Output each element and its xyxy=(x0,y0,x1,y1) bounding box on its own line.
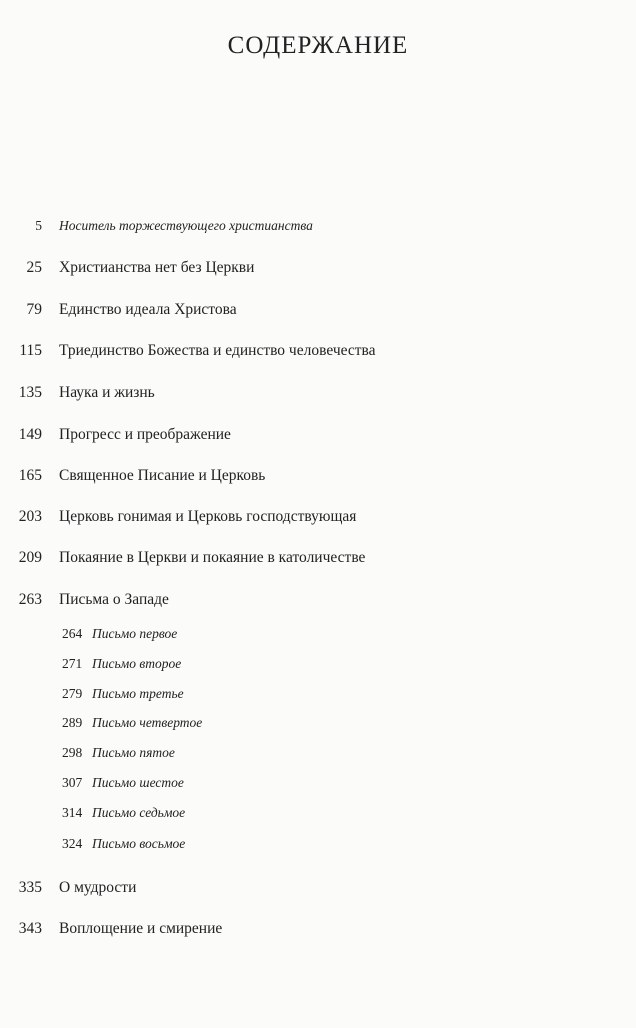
toc-subentry-title: Письмо первое xyxy=(92,626,178,641)
toc-page-number: 165 xyxy=(18,467,42,484)
toc-page-number: 335 xyxy=(18,879,42,896)
page-title: СОДЕРЖАНИЕ xyxy=(227,32,409,59)
toc-entry-title: Триединство Божества и единство человечества xyxy=(59,342,376,359)
toc-entry-title: О мудрости xyxy=(59,879,137,896)
toc-page-number: 271 xyxy=(62,656,83,671)
toc-page-number: 115 xyxy=(19,342,42,359)
toc-page-number: 324 xyxy=(62,836,83,851)
toc-entry-title: Покаяние в Церкви и покаяние в католичестве xyxy=(59,549,366,566)
toc-page-number: 314 xyxy=(62,805,83,820)
toc-entry-title: Воплощение и смирение xyxy=(59,920,223,937)
toc-page-number: 298 xyxy=(62,745,83,760)
toc-entry-title: Единство идеала Христова xyxy=(59,301,237,318)
toc-subentry-title: Письмо восьмое xyxy=(92,836,186,851)
toc-subentry-title: Письмо третье xyxy=(92,686,184,701)
toc-page-number: 289 xyxy=(62,715,83,730)
toc-page-number: 203 xyxy=(18,508,42,525)
toc-entry-title: Наука и жизнь xyxy=(59,384,155,401)
toc-entry-title: Носитель торжествующего христианства xyxy=(59,218,313,233)
toc-page-number: 149 xyxy=(18,426,42,443)
toc-entry-title: Церковь гонимая и Церковь господствующая xyxy=(59,508,357,525)
toc-page-number: 307 xyxy=(62,775,83,790)
toc-subentry-title: Письмо второе xyxy=(92,656,182,671)
toc-page-number: 343 xyxy=(18,920,42,937)
toc-entry-title: Письма о Западе xyxy=(59,591,169,608)
toc-subentry-title: Письмо седьмое xyxy=(92,805,186,820)
toc-page-number: 263 xyxy=(18,591,42,608)
toc-subentry-title: Письмо четвертое xyxy=(92,715,203,730)
toc-page-number: 209 xyxy=(18,549,42,566)
toc-entry-title: Прогресс и преображение xyxy=(59,426,231,443)
toc-subentry-title: Письмо шестое xyxy=(92,775,184,790)
toc-subentry-title: Письмо пятое xyxy=(92,745,175,760)
toc-page-number: 79 xyxy=(26,301,42,318)
toc-page-number: 279 xyxy=(62,686,83,701)
toc-page-number: 5 xyxy=(35,218,42,233)
toc-page-number: 25 xyxy=(26,259,42,276)
toc-page-number: 264 xyxy=(62,626,83,641)
toc-entry-title: Священное Писание и Церковь xyxy=(59,467,266,484)
toc-page-number: 135 xyxy=(18,384,42,401)
toc-entry-title: Христианства нет без Церкви xyxy=(59,259,255,276)
